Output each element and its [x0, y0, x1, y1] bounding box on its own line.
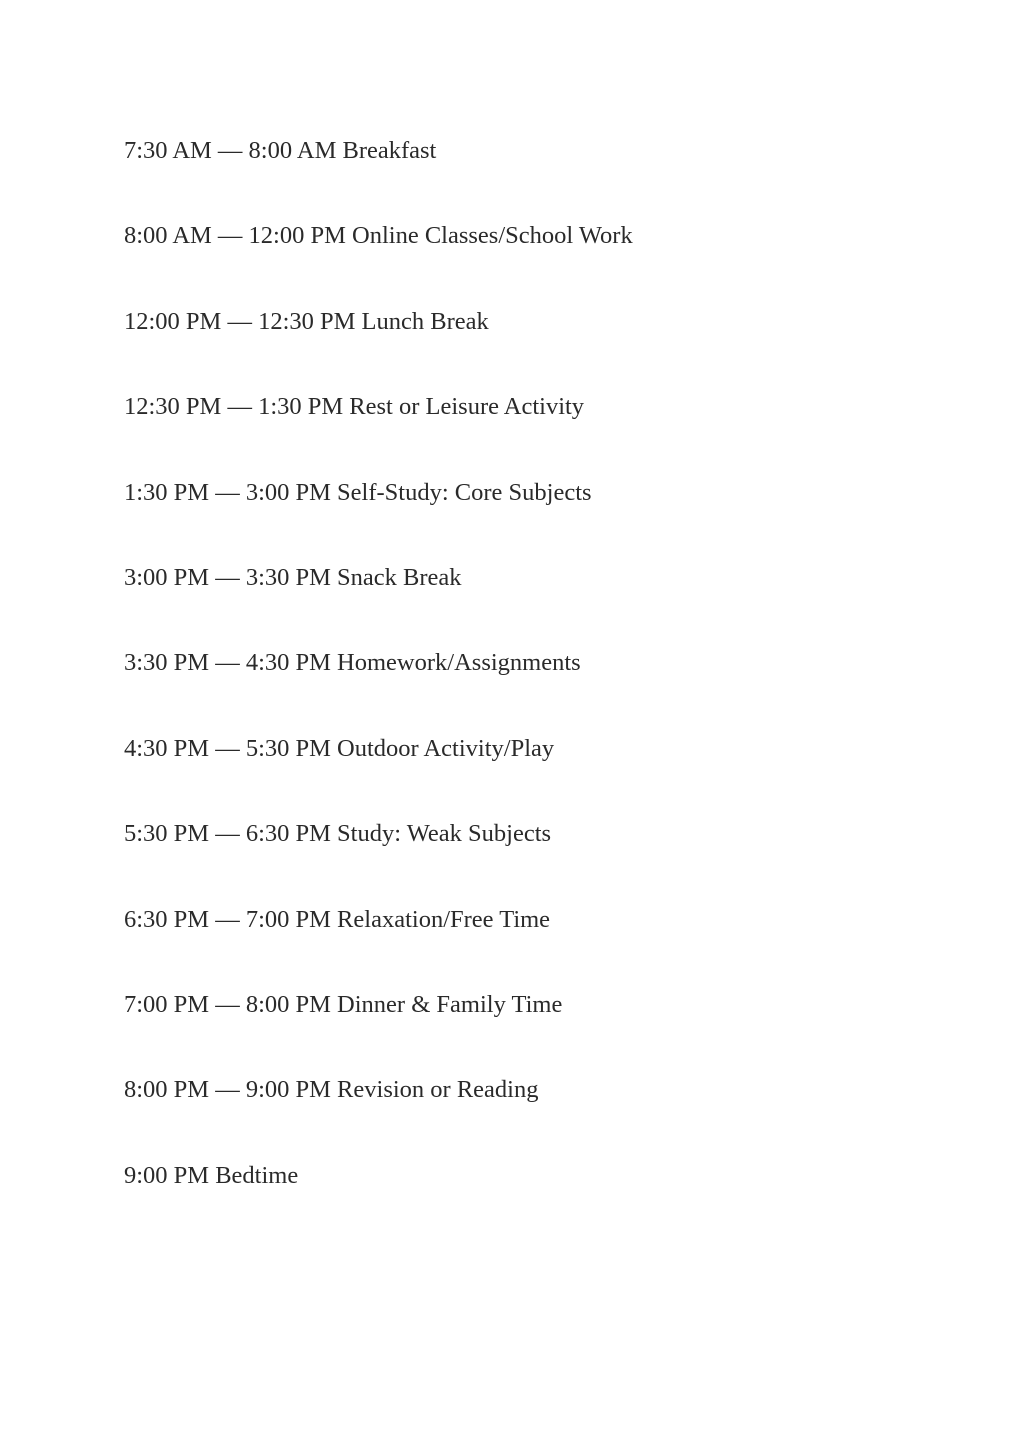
- schedule-item-weak-subjects: 5:30 PM — 6:30 PM Study: Weak Subjects: [124, 820, 552, 848]
- schedule-item-self-study: 1:30 PM — 3:00 PM Self-Study: Core Subjects: [124, 478, 592, 506]
- schedule-item-revision-reading: 8:00 PM — 9:00 PM Revision or Reading: [124, 1076, 539, 1104]
- schedule-item-relaxation: 6:30 PM — 7:00 PM Relaxation/Free Time: [124, 905, 551, 933]
- schedule-item-lunch-break: 12:00 PM — 12:30 PM Lunch Break: [124, 307, 489, 335]
- daily-schedule-list: [124, 134, 633, 1244]
- schedule-item-online-classes: 8:00 AM — 12:00 PM Online Classes/School Work: [124, 222, 633, 250]
- schedule-item-dinner: 7:00 PM — 8:00 PM Dinner & Family Time: [124, 990, 563, 1018]
- schedule-item-outdoor-activity: 4:30 PM — 5:30 PM Outdoor Activity/Play: [124, 734, 555, 762]
- schedule-item-bedtime: 9:00 PM Bedtime: [124, 1161, 299, 1189]
- schedule-item-breakfast: 7:30 AM — 8:00 AM Breakfast: [124, 137, 437, 164]
- schedule-item-rest-leisure: 12:30 PM — 1:30 PM Rest or Leisure Activity: [124, 393, 585, 421]
- schedule-item-homework: 3:30 PM — 4:30 PM Homework/Assignments: [124, 649, 581, 677]
- schedule-item-snack-break: 3:00 PM — 3:30 PM Snack Break: [124, 563, 462, 591]
